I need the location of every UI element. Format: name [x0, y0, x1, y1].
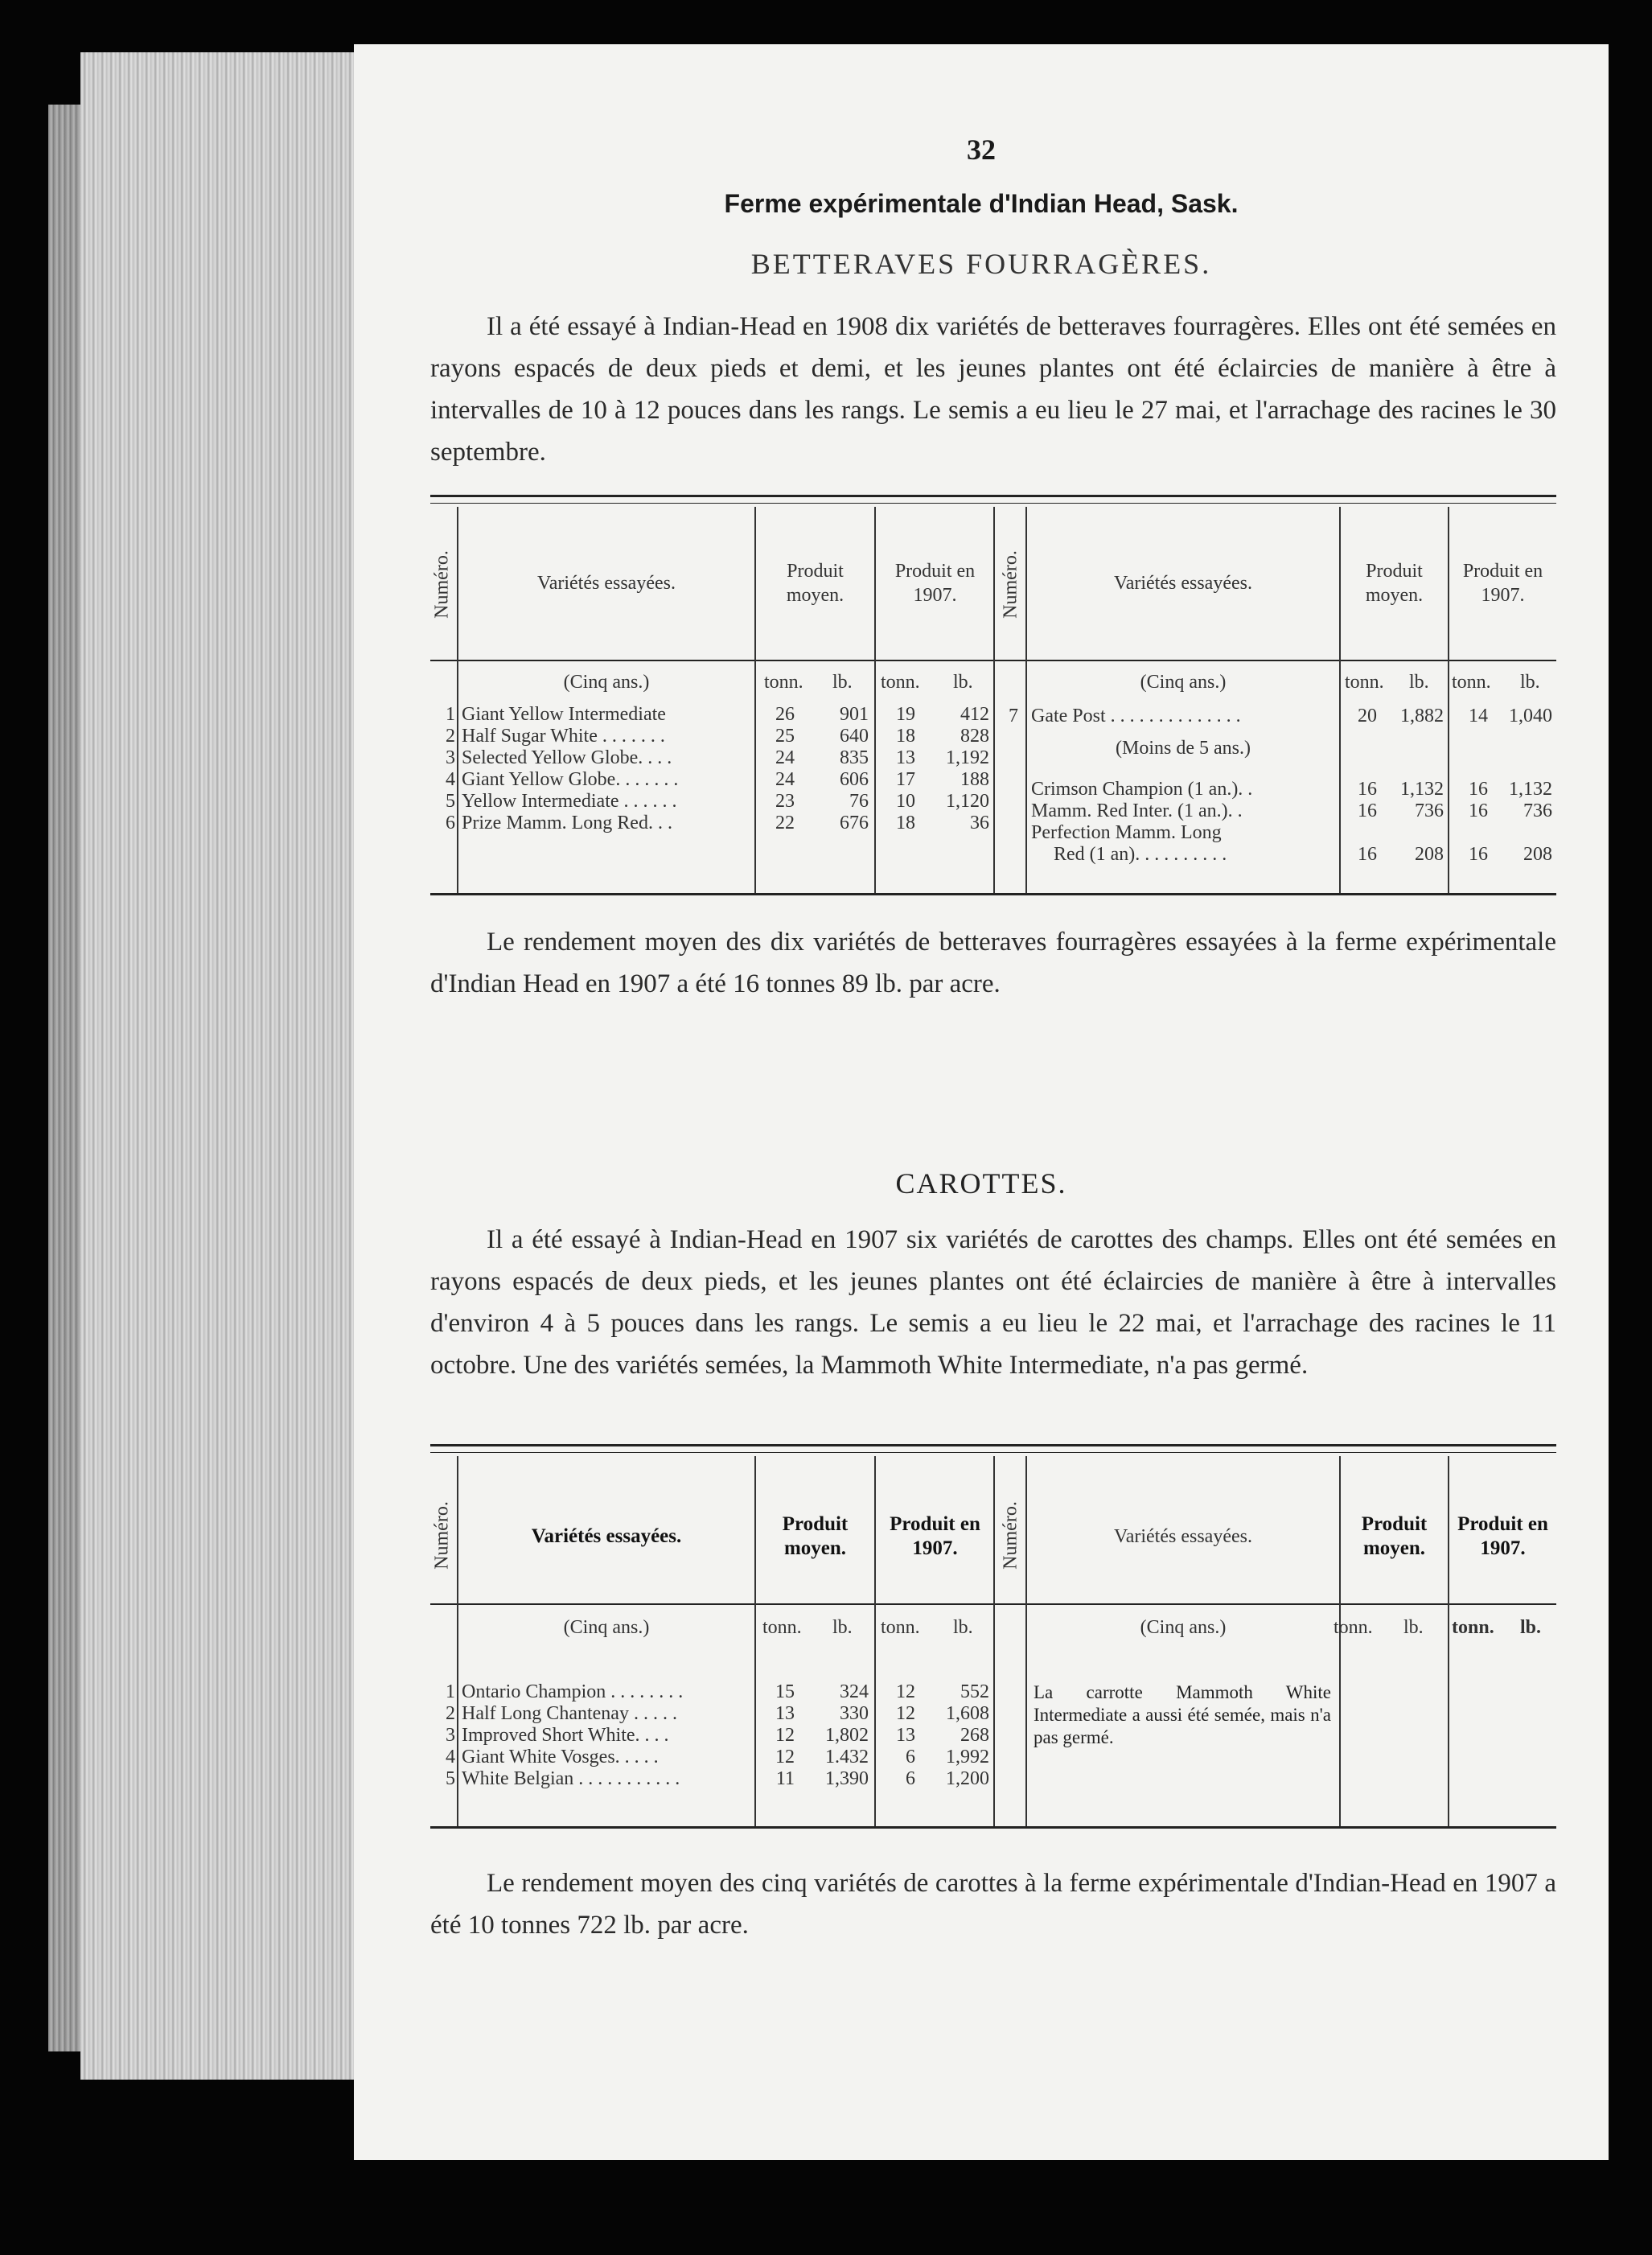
row-number: 1 — [446, 704, 455, 725]
variety-name: Giant White Vosges. . . . . — [462, 1747, 659, 1767]
table1-col-sep — [874, 507, 876, 893]
yield-1907-tonnes: 10 — [896, 791, 915, 812]
row-number: 2 — [446, 726, 455, 747]
table1-header-numero: Numéro. — [431, 550, 453, 619]
table2-col-sep — [457, 1456, 458, 1826]
table2-col-sep — [1448, 1456, 1449, 1826]
avg-tonnes: 16 — [1358, 844, 1377, 865]
yield-1907-tonnes: 6 — [906, 1747, 915, 1767]
document-page — [354, 44, 1609, 2160]
table1-header-produit-moyen-right: Produit moyen. — [1365, 561, 1424, 606]
row-number: 4 — [446, 769, 455, 790]
unit-lb: lb. — [1520, 672, 1540, 693]
unit-tonn: tonn. — [1334, 1617, 1373, 1638]
variety-name: Prize Mamm. Long Red. . . — [462, 813, 672, 833]
avg-tonnes: 11 — [775, 1768, 795, 1789]
table1-subheader-left: (Cinq ans.) — [563, 672, 650, 693]
yield-1907-lb: 552 — [960, 1681, 989, 1702]
variety-name: Selected Yellow Globe. . . . — [462, 747, 672, 768]
variety-name: White Belgian . . . . . . . . . . . — [462, 1768, 680, 1789]
section2-summary-text: Le rendement moyen des cinq variétés de carottes à la ferme expérimentale d'Indian-Head en 1907 a été 10 tonnes 722 lb. par acre. — [430, 1869, 1556, 1940]
row-number: 5 — [446, 791, 455, 812]
avg-lb: 1,802 — [825, 1725, 869, 1746]
avg-tonnes: 13 — [775, 1703, 795, 1724]
avg-lb: 324 — [840, 1681, 869, 1702]
unit-tonn: tonn. — [762, 1617, 802, 1638]
avg-tonnes: 16 — [1358, 779, 1377, 800]
avg-tonnes: 22 — [775, 813, 795, 833]
table1-col-sep — [457, 507, 458, 893]
avg-lb: 901 — [840, 704, 869, 725]
unit-lb: lb. — [1520, 1617, 1542, 1638]
table2-header-produit-1907: Produit en 1907. — [890, 1513, 980, 1559]
section1-summary — [430, 921, 1556, 1005]
yield-1907-lb: 188 — [960, 769, 989, 790]
section2-summary — [430, 1862, 1556, 1946]
variety-name: Half Long Chantenay . . . . . — [462, 1703, 677, 1724]
table2-header-numero-right: Numéro. — [1000, 1501, 1021, 1570]
avg-lb: 835 — [840, 747, 869, 768]
table2-subheader-left: (Cinq ans.) — [563, 1617, 650, 1638]
section-title-betteraves: BETTERAVES FOURRAGÈRES. — [750, 248, 1212, 280]
avg-lb: 1,882 — [1400, 706, 1444, 726]
variety-name: Giant Yellow Intermediate — [462, 704, 666, 725]
avg-lb: 1,390 — [825, 1768, 869, 1789]
avg-lb: 676 — [840, 813, 869, 833]
yield-1907-lb: 1,040 — [1509, 706, 1552, 726]
section-title-carottes: CAROTTES. — [895, 1167, 1067, 1200]
avg-tonnes: 24 — [775, 747, 795, 768]
unit-lb: lb. — [1409, 672, 1429, 693]
unit-tonn: tonn. — [764, 672, 803, 693]
table2-col-sep — [874, 1456, 876, 1826]
yield-1907-lb: 36 — [970, 813, 989, 833]
yield-1907-lb: 1,192 — [946, 747, 989, 768]
yield-1907-lb: 1,120 — [946, 791, 989, 812]
section1-paragraph-text: Il a été essayé à Indian-Head en 1908 dix variétés de betteraves fourragères. Elles ont été semées en rayons espacés de deux pieds et demi, et les jeunes plantes ont été éclaircies de manière à être à intervalles de 10 à 12 pouces dans les rangs. Le semis a eu lieu le 27 mai, et l'arrachage des racines le 30 septembre. — [430, 312, 1556, 467]
avg-lb: 736 — [1415, 800, 1444, 821]
table2-header-numero: Numéro. — [431, 1501, 453, 1570]
variety-name: Crimson Champion (1 an.). . — [1031, 779, 1253, 800]
unit-lb: lb. — [832, 1617, 853, 1638]
table1-col-sep — [993, 507, 995, 893]
row-number: 6 — [446, 813, 455, 833]
unit-lb: lb. — [953, 1617, 973, 1638]
yield-1907-lb: 1,992 — [946, 1747, 989, 1767]
unit-tonn: tonn. — [881, 1617, 920, 1638]
yield-1907-tonnes: 19 — [896, 704, 915, 725]
yield-1907-tonnes: 16 — [1469, 779, 1488, 800]
avg-tonnes: 23 — [775, 791, 795, 812]
row-number: 2 — [446, 1703, 455, 1724]
unit-lb: lb. — [953, 672, 973, 693]
yield-1907-tonnes: 12 — [896, 1681, 915, 1702]
variety-name: Ontario Champion . . . . . . . . — [462, 1681, 684, 1702]
variety-name: Half Sugar White . . . . . . . — [462, 726, 665, 747]
table2-top-rule — [430, 1444, 1556, 1446]
unit-lb: lb. — [1403, 1617, 1424, 1638]
yield-1907-lb: 1,608 — [946, 1703, 989, 1724]
yield-1907-tonnes: 14 — [1469, 706, 1488, 726]
yield-1907-tonnes: 18 — [896, 726, 915, 747]
unit-tonn: tonn. — [881, 672, 920, 693]
table2-right-note: La carrotte Mammoth White Intermediate a aussi été semée, mais n'a pas germé. — [1034, 1682, 1331, 1747]
table1-header-varietes-right: Variétés essayées. — [1114, 573, 1252, 594]
avg-lb: 208 — [1415, 844, 1444, 865]
avg-lb: 76 — [849, 791, 869, 812]
table1-subheader-right: (Cinq ans.) — [1140, 672, 1227, 693]
yield-1907-lb: 1,132 — [1509, 779, 1552, 800]
avg-tonnes: 16 — [1358, 800, 1377, 821]
variety-name: Gate Post . . . . . . . . . . . . . . — [1031, 706, 1241, 726]
table1-header-produit-1907: Produit en 1907. — [894, 561, 976, 606]
yield-1907-lb: 736 — [1523, 800, 1552, 821]
avg-lb: 330 — [840, 1703, 869, 1724]
table1-right-subheader2: (Moins de 5 ans.) — [1116, 738, 1251, 759]
yield-1907-lb: 208 — [1523, 844, 1552, 865]
table2-bottom-rule — [430, 1826, 1556, 1829]
table1-header-numero-right: Numéro. — [1000, 550, 1021, 619]
yield-1907-lb: 1,200 — [946, 1768, 989, 1789]
avg-tonnes: 12 — [775, 1747, 795, 1767]
unit-lb: lb. — [832, 672, 853, 693]
table1-header-produit-1907-right: Produit en 1907. — [1462, 561, 1543, 606]
yield-1907-tonnes: 18 — [896, 813, 915, 833]
yield-1907-tonnes: 13 — [896, 1725, 915, 1746]
row-number: 7 — [1009, 706, 1018, 726]
unit-tonn: tonn. — [1452, 672, 1491, 693]
table1-top-rule — [430, 495, 1556, 497]
page-number: 32 — [967, 134, 996, 166]
variety-name-cont: Red (1 an). . . . . . . . . . — [1054, 844, 1227, 865]
yield-1907-tonnes: 12 — [896, 1703, 915, 1724]
yield-1907-tonnes: 6 — [906, 1768, 915, 1789]
yield-1907-lb: 828 — [960, 726, 989, 747]
row-number: 4 — [446, 1747, 455, 1767]
table2-subheader-right: (Cinq ans.) — [1140, 1617, 1227, 1638]
yield-1907-lb: 412 — [960, 704, 989, 725]
table2-col-sep — [1025, 1456, 1027, 1826]
avg-lb: 606 — [840, 769, 869, 790]
yield-1907-lb: 268 — [960, 1725, 989, 1746]
variety-name: Giant Yellow Globe. . . . . . . — [462, 769, 679, 790]
yield-1907-tonnes: 13 — [896, 747, 915, 768]
table2-header-varietes-right: Variétés essayées. — [1114, 1526, 1252, 1547]
book-page-edges — [80, 52, 370, 2080]
avg-tonnes: 25 — [775, 726, 795, 747]
table2-col-sep — [993, 1456, 995, 1826]
table2-header-produit-moyen: Produit moyen. — [782, 1513, 849, 1559]
table2-header-produit-1907-right: Produit en 1907. — [1457, 1513, 1548, 1559]
avg-lb: 640 — [840, 726, 869, 747]
table2-top-rule-thin — [430, 1452, 1556, 1453]
unit-tonn: tonn. — [1452, 1617, 1494, 1638]
row-number: 1 — [446, 1681, 455, 1702]
table1-header-produit-moyen: Produit moyen. — [786, 561, 844, 606]
table1-top-rule-thin — [430, 503, 1556, 504]
avg-lb: 1,132 — [1400, 779, 1444, 800]
table1-header-varietes: Variétés essayées. — [537, 573, 676, 594]
table2-header-produit-moyen-right: Produit moyen. — [1361, 1513, 1428, 1559]
section1-summary-text: Le rendement moyen des dix variétés de betteraves fourragères essayées à la ferme expérimentale d'Indian Head en 1907 a été 16 tonnes 89 lb. par acre. — [430, 928, 1556, 998]
row-number: 3 — [446, 747, 455, 768]
avg-tonnes: 26 — [775, 704, 795, 725]
table2-col-sep — [1339, 1456, 1341, 1826]
yield-1907-tonnes: 17 — [896, 769, 915, 790]
table1-bottom-rule — [430, 893, 1556, 895]
farm-title: Ferme expérimentale d'Indian Head, Sask. — [724, 189, 1239, 218]
avg-lb: 1.432 — [825, 1747, 869, 1767]
section2-paragraph — [430, 1219, 1556, 1386]
avg-tonnes: 12 — [775, 1725, 795, 1746]
yield-1907-tonnes: 16 — [1469, 800, 1488, 821]
avg-tonnes: 20 — [1358, 706, 1377, 726]
table2-header-varietes: Variétés essayées. — [531, 1525, 682, 1547]
variety-name: Yellow Intermediate . . . . . . — [462, 791, 677, 812]
variety-name: Perfection Mamm. Long — [1031, 822, 1222, 843]
table1-col-sep — [1025, 507, 1027, 893]
section1-paragraph — [430, 306, 1556, 473]
avg-tonnes: 15 — [775, 1681, 795, 1702]
row-number: 3 — [446, 1725, 455, 1746]
yield-1907-tonnes: 16 — [1469, 844, 1488, 865]
variety-name: Mamm. Red Inter. (1 an.). . — [1031, 800, 1243, 821]
section2-paragraph-text: Il a été essayé à Indian-Head en 1907 six variétés de carottes des champs. Elles ont été semées en rayons espacés de deux pieds, et les jeunes plantes ont été éclaircies de manière à être à intervalles d'environ 4 à 5 pouces dans les rangs. Le semis a eu lieu le 22 mai, et l'arrachage des racines le 11 octobre. Une des variétés semées, la Mammoth White Intermediate, n'a pas germé. — [430, 1225, 1556, 1380]
avg-tonnes: 24 — [775, 769, 795, 790]
row-number: 5 — [446, 1768, 455, 1789]
unit-tonn: tonn. — [1345, 672, 1384, 693]
variety-name: Improved Short White. . . . — [462, 1725, 669, 1746]
